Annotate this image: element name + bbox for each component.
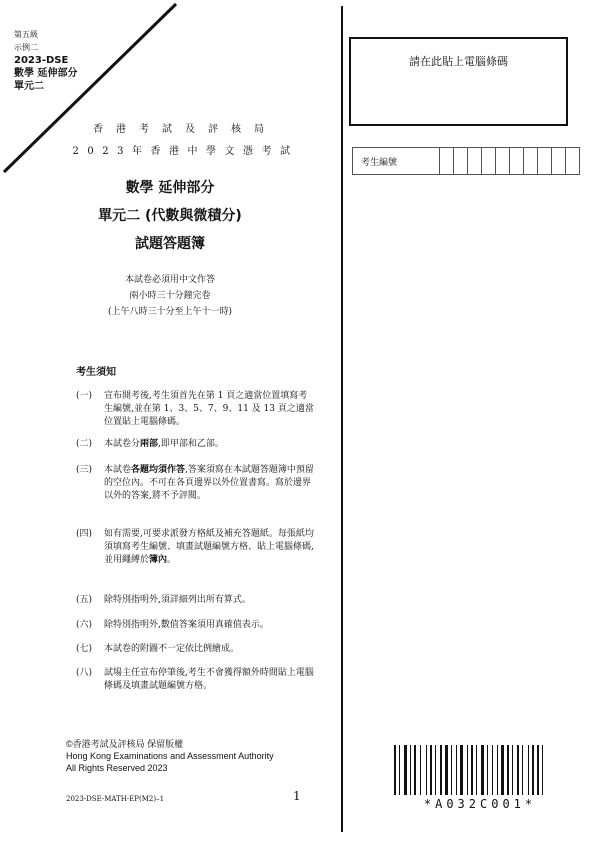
- barcode-bar: [487, 745, 488, 795]
- item-number: (五): [76, 595, 93, 605]
- barcode-bar: [501, 745, 504, 795]
- barcode-bar: [512, 745, 513, 795]
- barcode-bar: [399, 745, 400, 795]
- barcode-image: [394, 745, 566, 795]
- barcode-bar: [420, 745, 421, 795]
- barcode-bar: [471, 745, 473, 795]
- barcode-bar: [537, 745, 539, 795]
- item-number: (六): [76, 620, 93, 630]
- barcode-bar: [414, 745, 416, 795]
- candidate-digit-box[interactable]: [482, 148, 496, 175]
- barcode-bar: [430, 745, 432, 795]
- instruction-item: [76, 438, 316, 451]
- duration-note: 兩小時三十分鐘完卷: [129, 291, 211, 301]
- copyright-english: Hong Kong Examinations and Assessment Authority: [66, 751, 274, 761]
- barcode-bar: [522, 745, 523, 795]
- page-number: 1: [293, 789, 301, 803]
- instruction-item: [76, 643, 316, 656]
- instruction-item: [76, 667, 316, 693]
- item-number: (八): [76, 668, 93, 678]
- barcode-bar: [394, 745, 396, 795]
- instruction-item: [76, 619, 316, 632]
- item-text: 本試卷的附圖不一定依比例繪成。: [104, 644, 240, 654]
- barcode-bar: [404, 745, 407, 795]
- barcode-bar: [456, 745, 457, 795]
- item-number: (二): [76, 439, 93, 449]
- candidate-digit-box[interactable]: [510, 148, 524, 175]
- barcode-text: *A032C001*: [423, 797, 537, 811]
- item-text: 本試卷分兩部,即甲部和乙部。: [104, 439, 224, 449]
- corner-label: [14, 28, 77, 93]
- candidate-number-label: 考生編號: [353, 148, 440, 175]
- barcode-bar: [481, 745, 484, 795]
- candidate-digit-box[interactable]: [538, 148, 552, 175]
- exam-info: [60, 272, 280, 320]
- subject-title: 數學 延伸部分: [125, 180, 215, 196]
- barcode-bar: [542, 745, 543, 795]
- barcode-bar: [445, 745, 448, 795]
- candidate-digit-box[interactable]: [566, 148, 580, 175]
- barcode-sticker-area[interactable]: [349, 37, 568, 126]
- sample-number: 示例二: [14, 43, 38, 52]
- module-title: 單元二 (代數與微積分): [98, 208, 242, 224]
- copyright-rights: All Rights Reserved 2023: [66, 763, 168, 773]
- barcode-bar: [507, 745, 509, 795]
- organisation-name: 香港考試及評核局: [93, 124, 277, 135]
- instruction-item: [76, 528, 316, 567]
- barcode-bar: [426, 745, 427, 795]
- instruction-item: [76, 594, 316, 607]
- candidate-digit-box[interactable]: [552, 148, 566, 175]
- corner-module: 單元二: [14, 81, 44, 92]
- language-note: 本試卷必須用中文作答: [124, 275, 215, 285]
- exam-name: 2023年香港中學文憑考試: [72, 146, 299, 157]
- item-text: 本試卷各題均須作答,答案須寫在本試題答題簿中預留的空位內。不可在各頁邊界以外位置書寫。寫於邊界以外的答案,將不予評閱。: [104, 465, 314, 501]
- barcode-bar: [497, 745, 498, 795]
- item-number: (四): [76, 529, 93, 539]
- barcode-bar: [532, 745, 534, 795]
- candidate-digit-box[interactable]: [454, 148, 468, 175]
- barcode-bar: [410, 745, 411, 795]
- barcode-bar: [492, 745, 493, 795]
- item-text: 除特別指明外,數值答案須用真確值表示。: [104, 620, 269, 630]
- barcode-bar: [435, 745, 436, 795]
- candidate-number-grid[interactable]: [352, 147, 580, 175]
- candidate-digit-box[interactable]: [440, 148, 454, 175]
- candidate-digit-box[interactable]: [496, 148, 510, 175]
- vertical-divider: [341, 6, 343, 832]
- booklet-title: 試題答題簿: [135, 236, 205, 252]
- candidate-digit-box[interactable]: [468, 148, 482, 175]
- item-number: (三): [76, 465, 93, 475]
- barcode-bar: [440, 745, 442, 795]
- barcode-bar: [517, 745, 519, 795]
- corner-subject: 數學 延伸部分: [14, 68, 78, 79]
- barcode-bar: [467, 745, 468, 795]
- item-text: 宣布開考後,考生須首先在第 1 頁之適當位置填寫考生編號,並在第 1、3、5、7、9、11 及 13 頁之適當位置貼上電腦條碼。: [104, 391, 314, 427]
- copyright-block: [66, 738, 274, 774]
- item-text: 如有需要,可要求派發方格紙及補充答題紙。每張紙均須填寫考生編號、填畫試題編號方格、貼上電腦條碼,並用繩縛於簿內。: [104, 529, 314, 565]
- item-text: 試場主任宣布停筆後,考生不會獲得額外時間貼上電腦條碼及填畫試題編號方格。: [104, 668, 314, 691]
- time-note: (上午八時三十分至上午十一時): [107, 307, 233, 317]
- barcode-bar: [476, 745, 477, 795]
- paper-number: 第五級: [14, 30, 38, 39]
- item-text: 除特別指明外,須詳細列出所有算式。: [104, 595, 251, 605]
- barcode-sticker-label: 請在此貼上電腦條碼: [409, 55, 508, 68]
- corner-year: 2023-DSE: [14, 55, 69, 66]
- instruction-item: [76, 390, 316, 429]
- barcode-bar: [451, 745, 452, 795]
- candidate-digit-box[interactable]: [524, 148, 538, 175]
- barcode-bar: [460, 745, 463, 795]
- item-number: (一): [76, 391, 93, 401]
- paper-code: 2023-DSE-MATH-EP(M2)–1: [66, 795, 165, 803]
- item-number: (七): [76, 644, 93, 654]
- copyright-chinese: ©香港考試及評核局 保留版權: [66, 739, 184, 749]
- instructions-heading: 考生須知: [76, 367, 116, 378]
- instruction-item: [76, 464, 316, 503]
- barcode-bar: [528, 745, 529, 795]
